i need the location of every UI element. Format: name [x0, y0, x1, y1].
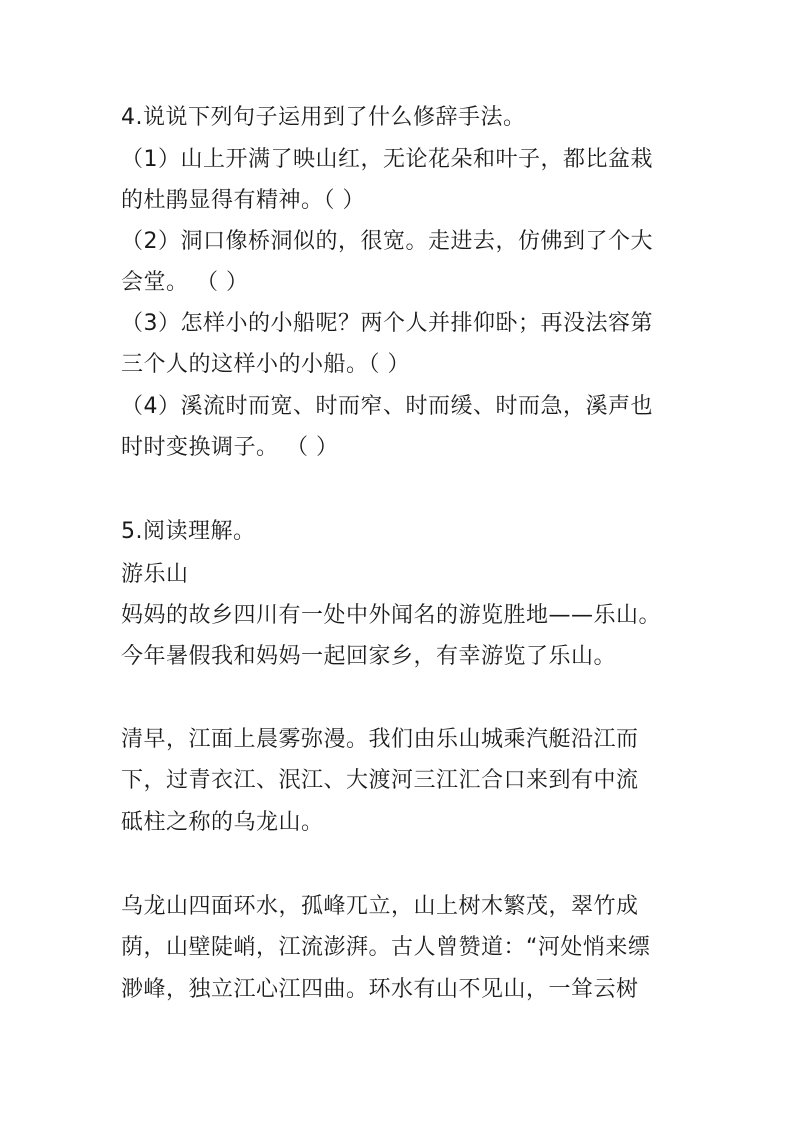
question-4-item-4-line-2: 时时变换调子。 （ ） [121, 435, 339, 460]
paragraph-1-line-1: 妈妈的故乡四川有一处中外闻名的游览胜地——乐山。 [121, 603, 662, 628]
question-4-heading: 4.说说下列句子运用到了什么修辞手法。 [121, 105, 526, 130]
paragraph-2-line-2: 下，过青衣江、泯江、大渡河三江汇合口来到有中流 [121, 768, 639, 793]
paragraph-2-line-3: 砥柱之称的乌龙山。 [121, 810, 324, 835]
paragraph-1-line-2: 今年暑假我和妈妈一起回家乡，有幸游览了乐山。 [121, 644, 617, 669]
question-4-item-4-line-1: （4）溪流时而宽、时而窄、时而缓、时而急，溪声也 [121, 394, 653, 419]
question-4-item-3-line-2: 三个人的这样小的小船。（ ） [121, 352, 410, 377]
paragraph-3-line-2: 荫，山壁陡峭，江流澎湃。古人曾赞道：“河处悄来缥 [121, 935, 651, 960]
question-5-heading: 5.阅读理解。 [121, 519, 256, 544]
question-4-item-2-line-2: 会堂。 （ ） [121, 270, 249, 295]
question-4-item-1-line-1: （1）山上开满了映山红，无论花朵和叶子，都比盆栽 [121, 147, 653, 172]
passage-title: 游乐山 [121, 562, 189, 587]
question-4-item-3-line-1: （3）怎样小的小船呢？两个人并排仰卧；再没法容第 [121, 311, 653, 336]
paragraph-3-line-1: 乌龙山四面环水，孤峰兀立，山上树木繁茂，翠竹成 [121, 894, 639, 919]
paragraph-2-line-1: 清早，江面上晨雾弥漫。我们由乐山城乘汽艇沿江而 [121, 727, 639, 752]
question-4-item-1-line-2: 的杜鹃显得有精神。（ ） [121, 188, 365, 213]
question-4-item-2-line-1: （2）洞口像桥洞似的，很宽。走进去，仿佛到了个大 [121, 229, 653, 254]
paragraph-3-line-3: 渺峰，独立江心江四曲。环水有山不见山，一耸云树 [121, 977, 639, 1002]
